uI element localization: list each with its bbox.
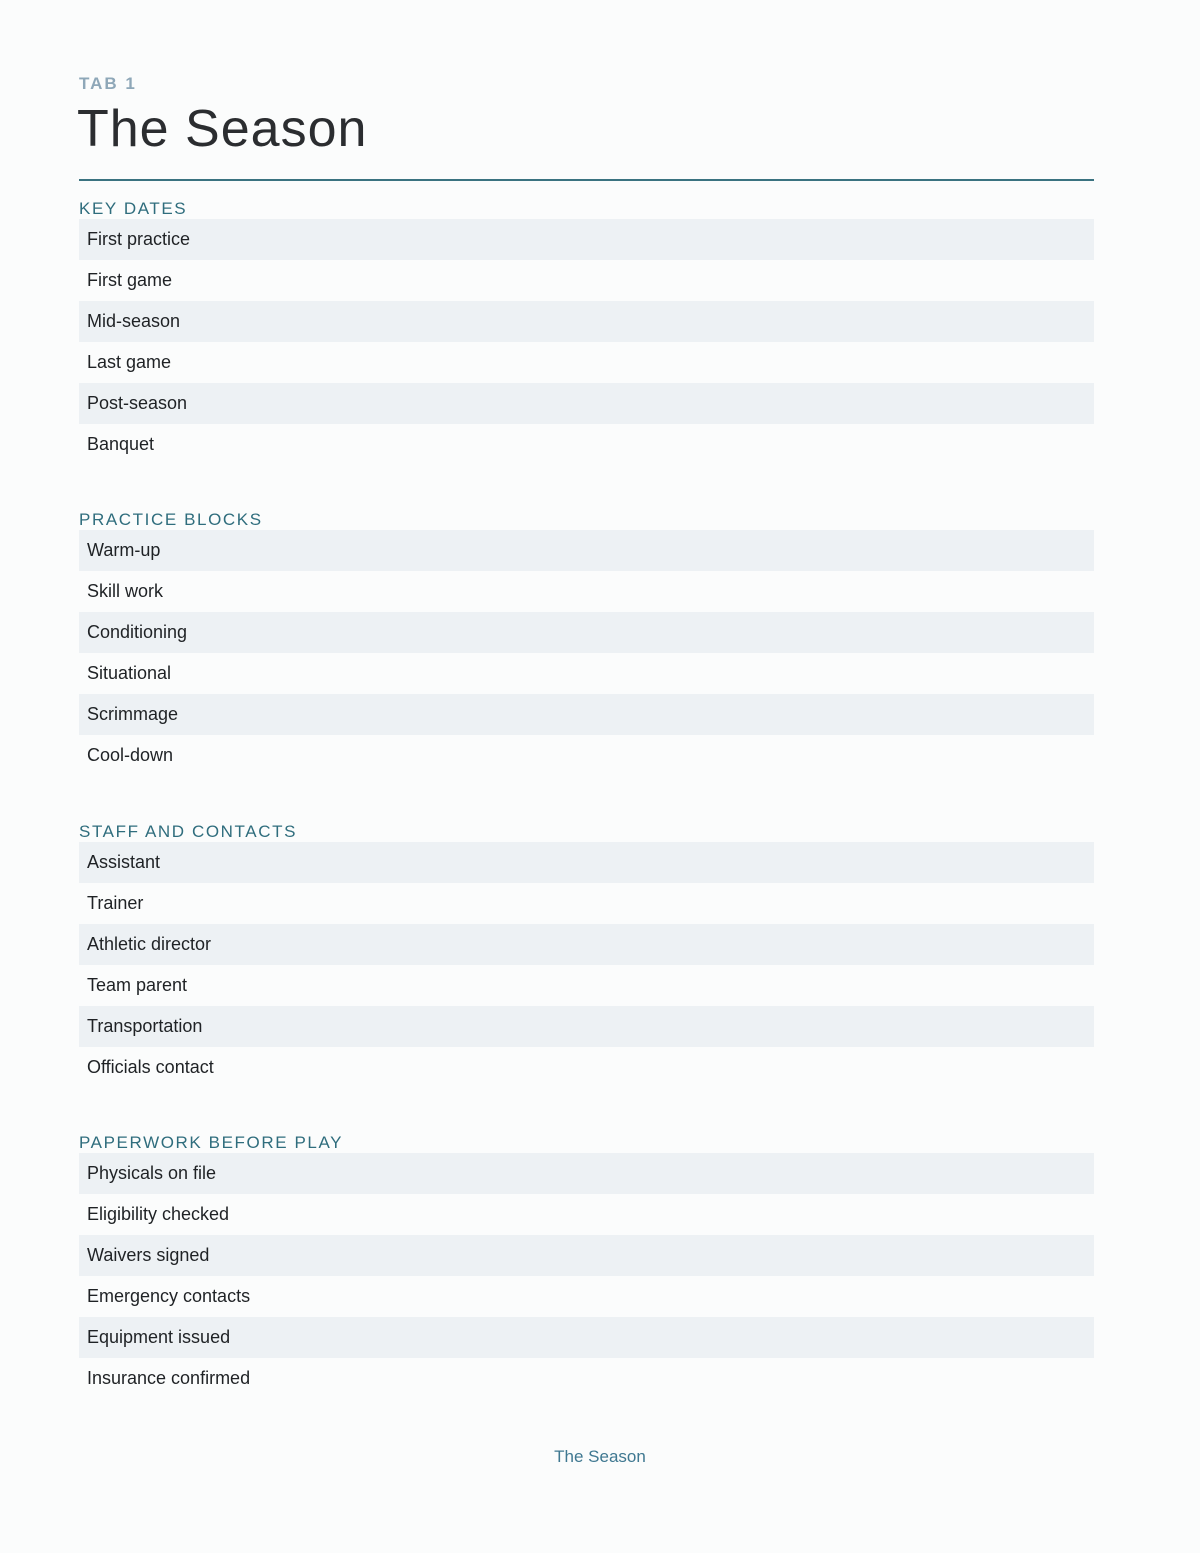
section-paperwork-before-play <box>79 1133 1094 1399</box>
section-heading: KEY DATES <box>79 199 188 218</box>
list-item: Emergency contacts <box>87 1286 251 1306</box>
list-item: Transportation <box>79 1006 1094 1047</box>
list-item: Athletic director <box>79 924 1094 965</box>
section-heading: PRACTICE BLOCKS <box>79 510 263 529</box>
staff-contacts-list <box>79 842 1094 1088</box>
list-item: First practice <box>79 219 1094 260</box>
list-item: Conditioning <box>79 612 1094 653</box>
section-heading: PAPERWORK BEFORE PLAY <box>79 1133 344 1152</box>
tab-label: TAB 1 <box>79 74 137 93</box>
list-item: Team parent <box>87 975 188 995</box>
section-practice-blocks <box>79 510 1094 776</box>
list-item: Post-season <box>79 383 1094 424</box>
section-key-dates <box>79 199 1094 465</box>
list-item: Insurance confirmed <box>87 1368 251 1388</box>
list-item: First game <box>87 270 173 290</box>
list-item: Skill work <box>87 581 164 601</box>
page-footer: The Season <box>554 1447 646 1466</box>
list-item: Scrimmage <box>79 694 1094 735</box>
list-item: Assistant <box>79 842 1094 883</box>
key-dates-list <box>79 219 1094 465</box>
title-divider <box>79 179 1094 181</box>
list-item: Situational <box>87 663 172 683</box>
list-item: Trainer <box>87 893 144 913</box>
list-item: Equipment issued <box>79 1317 1094 1358</box>
practice-blocks-list <box>79 530 1094 776</box>
section-staff-and-contacts <box>79 822 1094 1088</box>
list-item: Physicals on file <box>79 1153 1094 1194</box>
list-item: Warm-up <box>79 530 1094 571</box>
list-item: Eligibility checked <box>87 1204 230 1224</box>
section-heading: STAFF AND CONTACTS <box>79 822 298 841</box>
list-item: Officials contact <box>87 1057 214 1077</box>
page-title: The Season <box>77 100 368 158</box>
list-item: Cool-down <box>87 745 174 765</box>
list-item: Banquet <box>87 434 155 454</box>
paperwork-list <box>79 1153 1094 1399</box>
list-item: Waivers signed <box>79 1235 1094 1276</box>
list-item: Last game <box>87 352 172 372</box>
list-item: Mid-season <box>79 301 1094 342</box>
